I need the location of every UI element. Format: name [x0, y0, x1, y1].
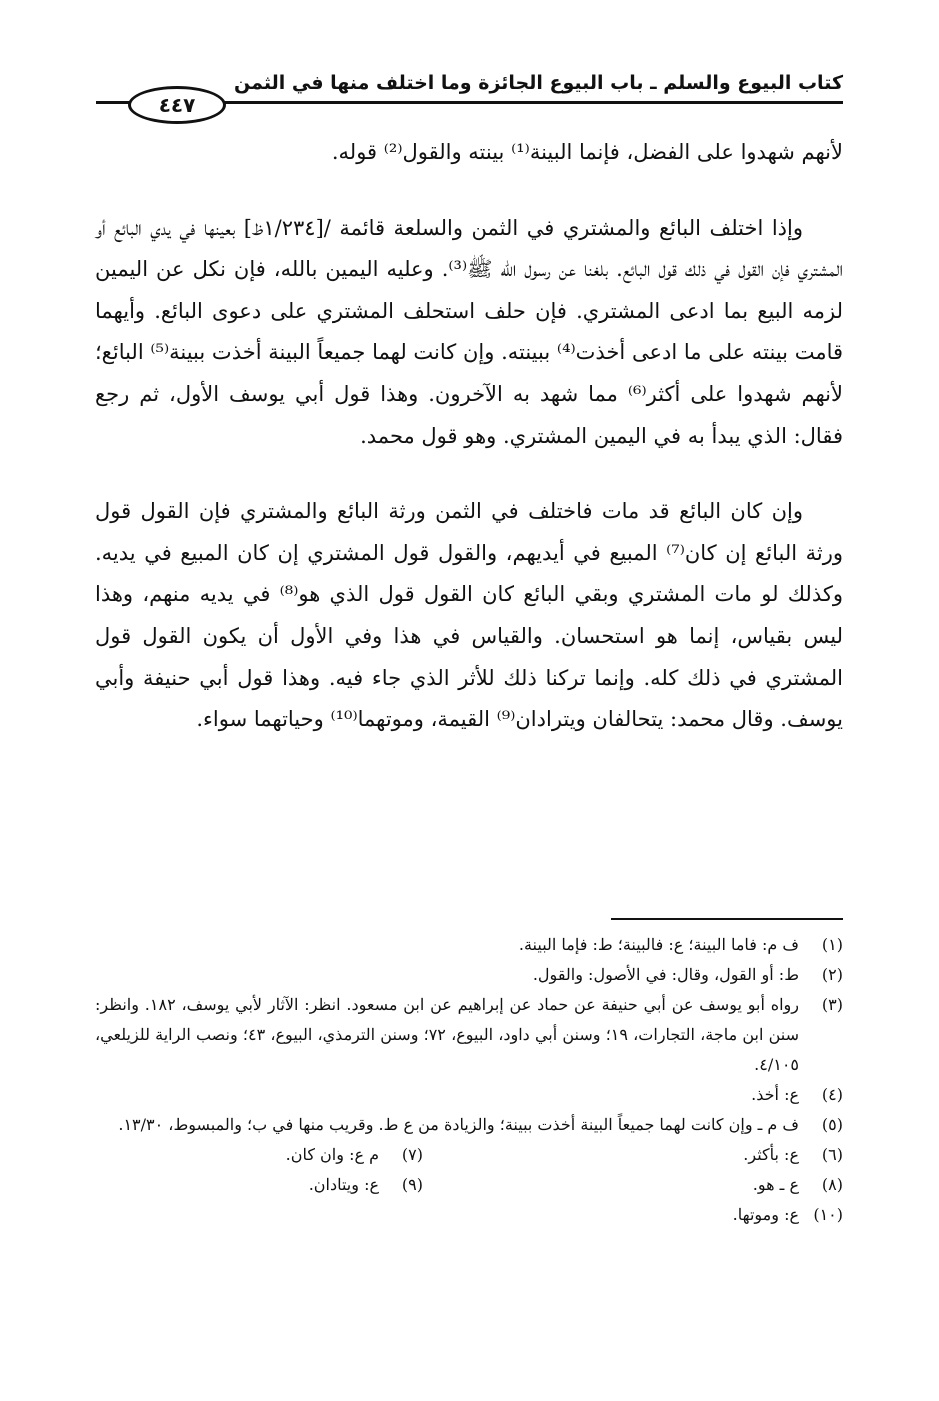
- footnote: [423, 1140, 843, 1170]
- footnote: [95, 1080, 843, 1110]
- footnote-row: [95, 1170, 843, 1200]
- footnote: [95, 990, 843, 1080]
- footnote-number: (٧): [401, 1145, 423, 1164]
- page-number-badge: ٤٤٧: [128, 86, 226, 124]
- footnote-number: (١): [821, 935, 843, 954]
- footnote: [95, 1110, 843, 1140]
- paragraph: وإذا اختلف البائع والمشتري في الثمن والسلعة قائمة /[١/٢٣٤ظ] بعينها في يدي البائع أو المشتري فإن القول في ذلك قول البائع. بلغنا عن رسول الله ﷺ⁽³⁾. وعليه اليمين بالله، فإن نكل عن اليمين لزمه البيع بما ادعى المشتري. فإن حلف استحلف المشتري على دعوى البائع. وأيهما قامت بينته على ما ادعى أخذت⁽⁴⁾ ببينته. وإن كانت لهما جميعاً البينة أخذت ببينة⁽⁵⁾ البائع؛ لأنهم شهدوا على أكثر⁽⁶⁾ مما شهد به الآخرون. وهذا قول أبي يوسف الأول، ثم رجع فقال: الذي يبدأ به في اليمين المشتري. وهو قول محمد.: [95, 215, 844, 448]
- footnote-number: (٣): [821, 995, 843, 1014]
- footnotes: [95, 930, 843, 1230]
- footnote-text: م ع: وان كان.: [285, 1145, 379, 1164]
- footnote-text: رواه أبو يوسف عن أبي حنيفة عن حماد عن إبراهيم عن ابن مسعود. انظر: الآثار لأبي يوسف، ١٨٢. وانظر: سنن ابن ماجة، التجارات، ١٩؛ وسنن أبي داود، البيوع، ٧٢؛ وسنن الترمذي، البيوع، ٤٣؛ ونصب الراية للزيلعي، ٤/١٠٥.: [95, 995, 799, 1074]
- footnote: [95, 930, 843, 960]
- paragraph: لأنهم شهدوا على الفضل، فإنما البينة⁽¹⁾ بينته والقول⁽²⁾ قوله.: [331, 140, 843, 164]
- footnote-number: (١٠): [813, 1205, 843, 1224]
- footnote-text: ع: وموتها.: [732, 1205, 799, 1224]
- footnote: [3, 1170, 423, 1200]
- footnote-text: ع: أخذ.: [751, 1085, 799, 1104]
- footnote-text: ع: بأكثر.: [743, 1145, 799, 1164]
- footnote-number: (٥): [821, 1115, 843, 1134]
- footnote-number: (٢): [821, 965, 843, 984]
- footnote: [3, 1140, 423, 1170]
- page-header-title: كتاب البيوع والسلم ـ باب البيوع الجائزة وما اختلف منها في الثمن: [234, 72, 843, 94]
- body-text: [95, 132, 843, 741]
- footnote-text: ط: أو القول، وقال: في الأصول: والقول.: [532, 965, 799, 984]
- paragraph: وإن كان البائع قد مات فاختلف في الثمن ورثة البائع والمشتري فإن القول قول ورثة البائع إن كان⁽⁷⁾ المبيع في أيديهم، والقول قول المشتري إن كان المبيع في يديه. وكذلك لو مات المشتري وبقي البائع كان القول قول الذي هو⁽⁸⁾ في يديه منهم، وهذا ليس بقياس، إنما هو استحسان. والقياس في هذا وفي الأول أن يكون القول قول المشتري في ذلك كله. وإنما تركنا ذلك للأثر الذي جاء فيه. وهذا قول أبي حنيفة وأبي يوسف. وقال محمد: يتحالفان ويترادان⁽⁹⁾ القيمة، وموتهما⁽¹⁰⁾ وحياتهما سواء.: [95, 499, 843, 732]
- footnote-number: (٨): [821, 1175, 843, 1194]
- footnote-number: (٩): [401, 1175, 423, 1194]
- footnote-row: [95, 1140, 843, 1170]
- footnote-text: ع ـ هو.: [752, 1175, 799, 1194]
- footnote-text: ع: ويتادان.: [308, 1175, 379, 1194]
- footnote-text: ف م ـ وإن كانت لهما جميعاً البينة أخذت ببينة؛ والزيادة من ع ط. وقريب منها في ب؛ والمبسوط، ١٣/٣٠.: [118, 1115, 799, 1134]
- footnote-text: ف م: فاما البينة؛ ع: فالبينة؛ ط: فإما البينة.: [518, 935, 799, 954]
- footnote-number: (٤): [821, 1085, 843, 1104]
- footnote: [423, 1170, 843, 1200]
- footnote: [95, 1200, 843, 1230]
- footnote-number: (٦): [821, 1145, 843, 1164]
- footnote-divider: [611, 918, 843, 920]
- footnote: [95, 960, 843, 990]
